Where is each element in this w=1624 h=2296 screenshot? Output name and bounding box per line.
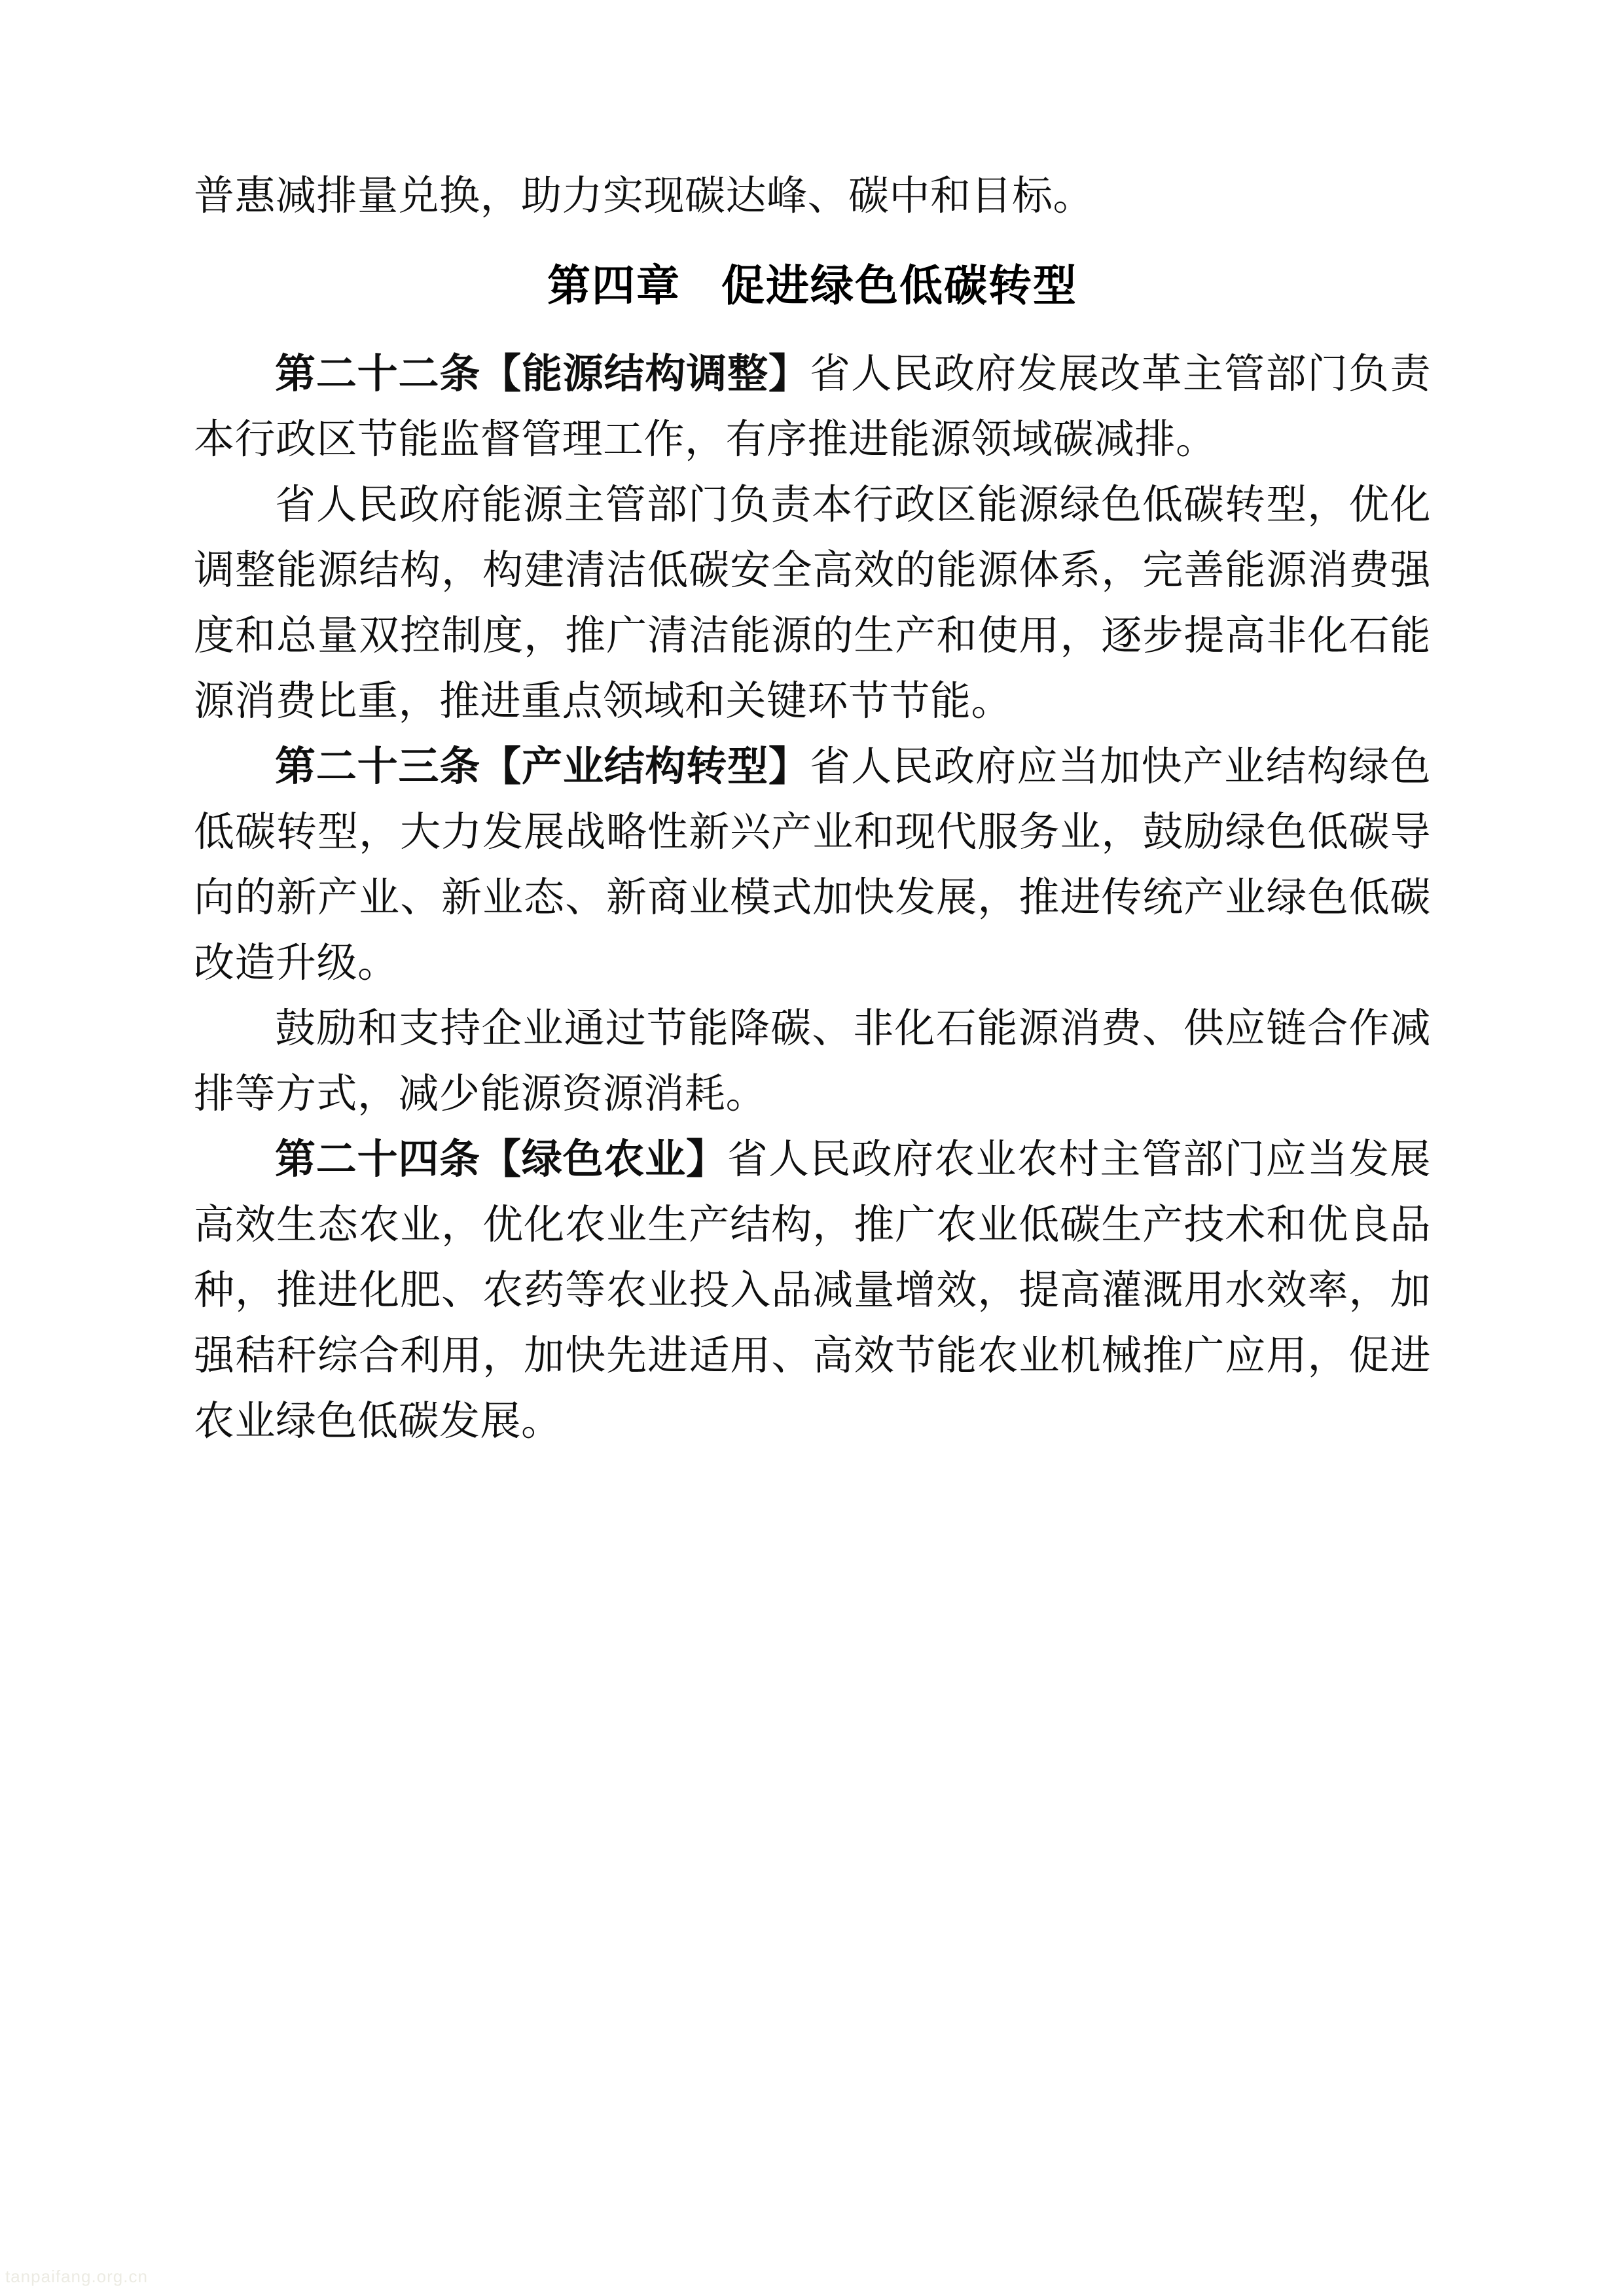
article-24-paragraph-1-text: 省人民政府农业农村主管部门应当发展高效生态农业，优化农业生产结构，推广农业低碳生产技术和优良品种，推进化肥、农药等农业投入品减量增效，提高灌溉用水效率，加强秸秆综合利用，加快先进适用、高效节能农业机械推广应用，促进农业绿色低碳发展。 <box>194 1138 1431 1444</box>
watermark: tanpaifang.org.cn <box>5 2267 148 2286</box>
chapter-heading <box>194 253 1431 318</box>
article-24-paragraph-1 <box>194 1127 1431 1454</box>
continued-paragraph <box>194 164 1431 229</box>
article-22-paragraph-1 <box>194 342 1431 473</box>
article-23-paragraph-2-text: 鼓励和支持企业通过节能降碳、非化石能源消费、供应链合作减排等方式，减少能源资源消耗。 <box>194 1007 1431 1117</box>
article-22-paragraph-1-text: 省人民政府发展改革主管部门负责本行政区节能监督管理工作，有序推进能源领域碳减排。 <box>194 352 1431 462</box>
article-22-paragraph-2-text: 省人民政府能源主管部门负责本行政区能源绿色低碳转型，优化调整能源结构，构建清洁低碳安全高效的能源体系，完善能源消费强度和总量双控制度，推广清洁能源的生产和使用，逐步提高非化石能源消费比重，推进重点领域和关键环节节能。 <box>194 483 1431 724</box>
article-23-paragraph-2 <box>194 996 1431 1127</box>
article-23-paragraph-1 <box>194 734 1431 996</box>
article-22-paragraph-2 <box>194 473 1431 734</box>
article-23-label: 第二十三条【产业结构转型】 <box>275 744 810 789</box>
article-24-label: 第二十四条【绿色农业】 <box>275 1137 727 1182</box>
continued-paragraph-text: 普惠减排量兑换，助力实现碳达峰、碳中和目标。 <box>194 174 1094 219</box>
chapter-number: 第四章 <box>547 261 681 310</box>
document-body <box>194 164 1431 1454</box>
article-23-paragraph-1-text: 省人民政府应当加快产业结构绿色低碳转型，大力发展战略性新兴产业和现代服务业，鼓励绿色低碳导向的新产业、新业态、新商业模式加快发展，推进传统产业绿色低碳改造升级。 <box>194 745 1431 986</box>
article-22-label: 第二十二条【能源结构调整】 <box>275 351 810 397</box>
chapter-title: 促进绿色低碳转型 <box>721 261 1077 310</box>
